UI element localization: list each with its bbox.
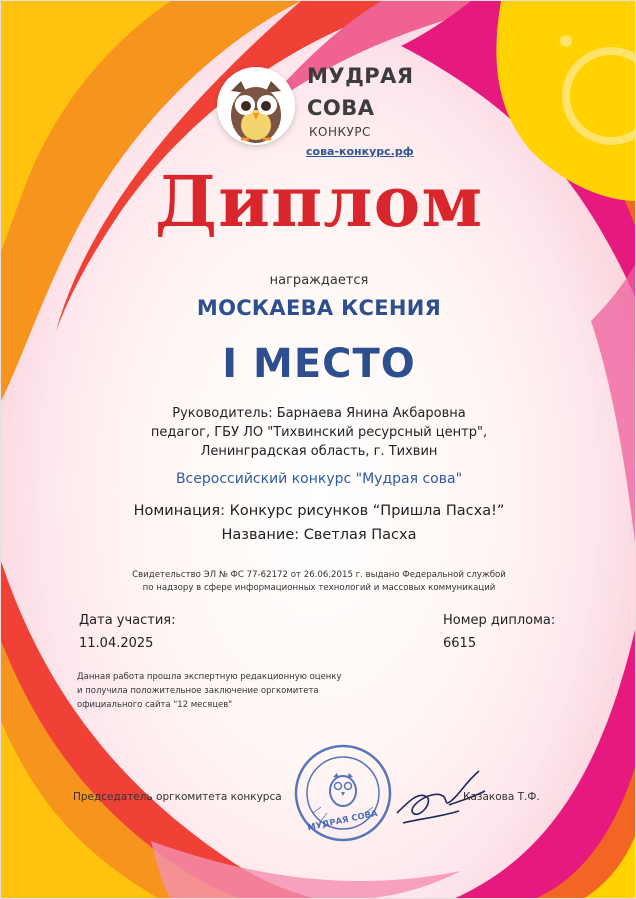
note-line-3: официального сайта "12 месяцев" bbox=[77, 700, 233, 710]
leader-info bbox=[1, 404, 636, 461]
leader-line-3: Ленинградская область, г. Тихвин bbox=[200, 444, 438, 459]
date-value: 11.04.2025 bbox=[79, 636, 154, 651]
nomination: Номинация: Конкурс рисунков “Пришла Пасха!” bbox=[133, 503, 505, 519]
work-title: Название: Светлая Пасха bbox=[221, 527, 417, 543]
sun-dot bbox=[560, 35, 572, 47]
certificate-line-1: Свидетельство ЭЛ № ФС 77-62172 от 26.06.2015 г. выдано Федеральной службой bbox=[132, 570, 506, 580]
note-line-1: Данная работа прошла экспертную редакционную оценку bbox=[77, 672, 342, 682]
recipient-name: МОСКАЕВА КСЕНИЯ bbox=[196, 296, 442, 320]
logo-text-line2: СОВА bbox=[307, 96, 375, 120]
official-stamp bbox=[293, 743, 393, 843]
diploma-number-label: Номер диплома: bbox=[443, 613, 556, 628]
awarded-label: награждается bbox=[269, 273, 369, 288]
diploma-title: Диплом bbox=[154, 160, 484, 243]
chairman-label: Председатель оргкомитета конкурса bbox=[73, 791, 282, 803]
logo-url-link[interactable]: сова-конкурс.рф bbox=[306, 145, 414, 158]
expert-note bbox=[77, 670, 342, 712]
note-line-2: и получила положительное заключение оргкомитета bbox=[77, 686, 319, 696]
certificate-line-2: по надзору в сфере информационных технологий и массовых коммуникаций bbox=[142, 583, 496, 593]
stamp-label: МУДРАЯ СОВА bbox=[306, 808, 379, 834]
contest-logo bbox=[217, 63, 427, 163]
date-label: Дата участия: bbox=[79, 613, 176, 628]
contest-name: Всероссийский конкурс "Мудрая сова" bbox=[175, 471, 463, 487]
owl-icon bbox=[223, 75, 289, 145]
place-award: I МЕСТО bbox=[222, 341, 416, 387]
logo-text-line3: КОНКУРС bbox=[309, 125, 371, 139]
signer-name: Казакова Т.Ф. bbox=[463, 791, 540, 803]
diploma-number-value: 6615 bbox=[443, 636, 477, 651]
logo-text-line1: МУДРАЯ bbox=[307, 64, 414, 88]
certificate-info bbox=[1, 569, 636, 595]
leader-line-2: педагог, ГБУ ЛО "Тихвинский ресурсный центр", bbox=[150, 425, 488, 440]
leader-line-1: Руководитель: Барнаева Янина Акбаровна bbox=[172, 406, 466, 421]
logo-badge bbox=[217, 67, 295, 145]
